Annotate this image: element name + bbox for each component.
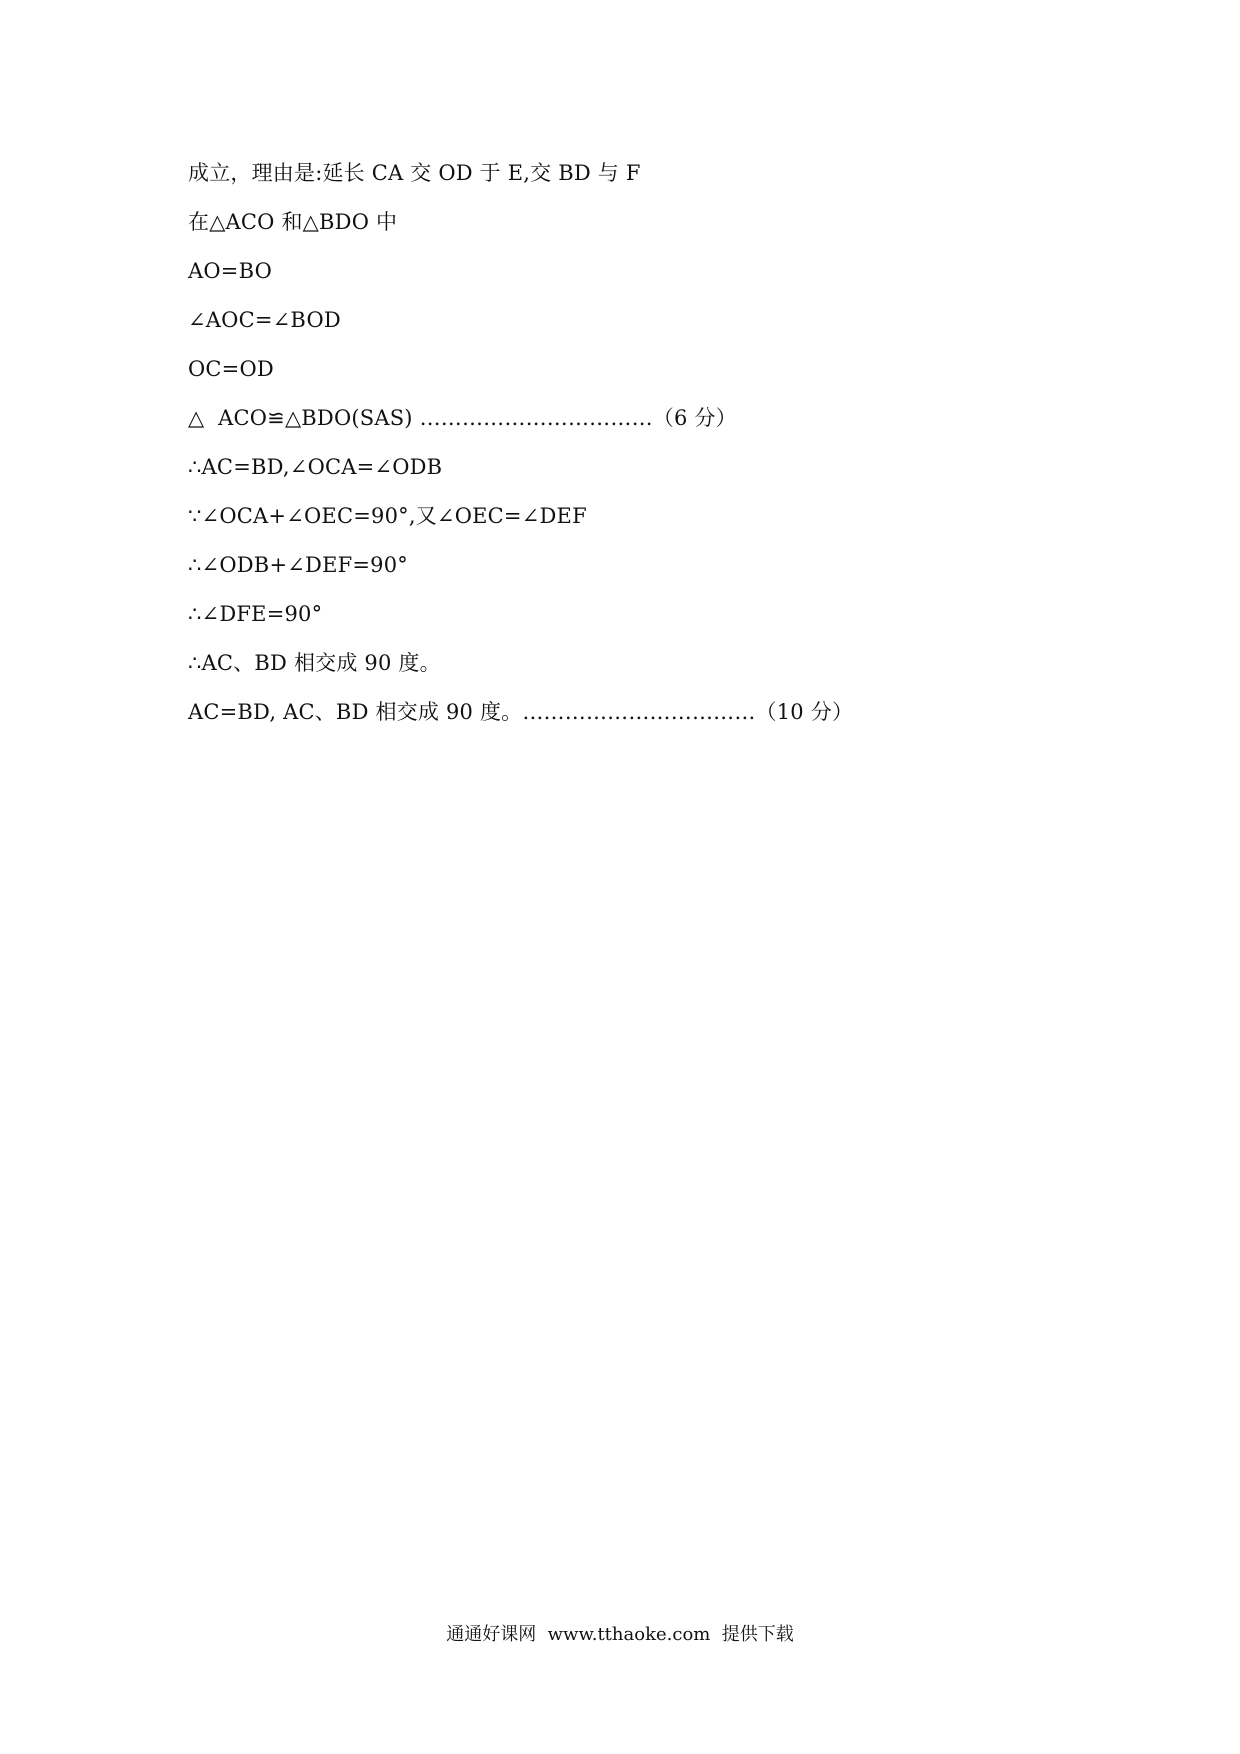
proof-line-5: OC=OD [188,357,274,381]
proof-line-1: 成立，理由是:延长 CA 交 OD 于 E,交 BD 与 F [188,161,641,185]
proof-line-9: ∴∠ODB+∠DEF=90° [188,553,408,577]
page-footer: 通通好课网 www.tthaoke.com 提供下载 [446,1624,794,1645]
proof-line-3: AO=BO [188,259,273,283]
proof-text-block [188,158,1088,746]
proof-line-6: △ ACO≌△BDO(SAS) ……………………………（6 分） [188,406,737,430]
proof-line-4: ∠AOC=∠BOD [188,308,341,332]
proof-line-10: ∴∠DFE=90° [188,602,323,626]
proof-line-12: AC=BD, AC、BD 相交成 90 度。……………………………（10 分） [188,700,854,724]
proof-line-7: ∴AC=BD,∠OCA=∠ODB [188,455,443,479]
proof-line-2: 在△ACO 和△BDO 中 [188,210,398,234]
proof-line-8: ∵∠OCA+∠OEC=90°,又∠OEC=∠DEF [188,504,587,528]
proof-line-11: ∴AC、BD 相交成 90 度。 [188,651,441,675]
